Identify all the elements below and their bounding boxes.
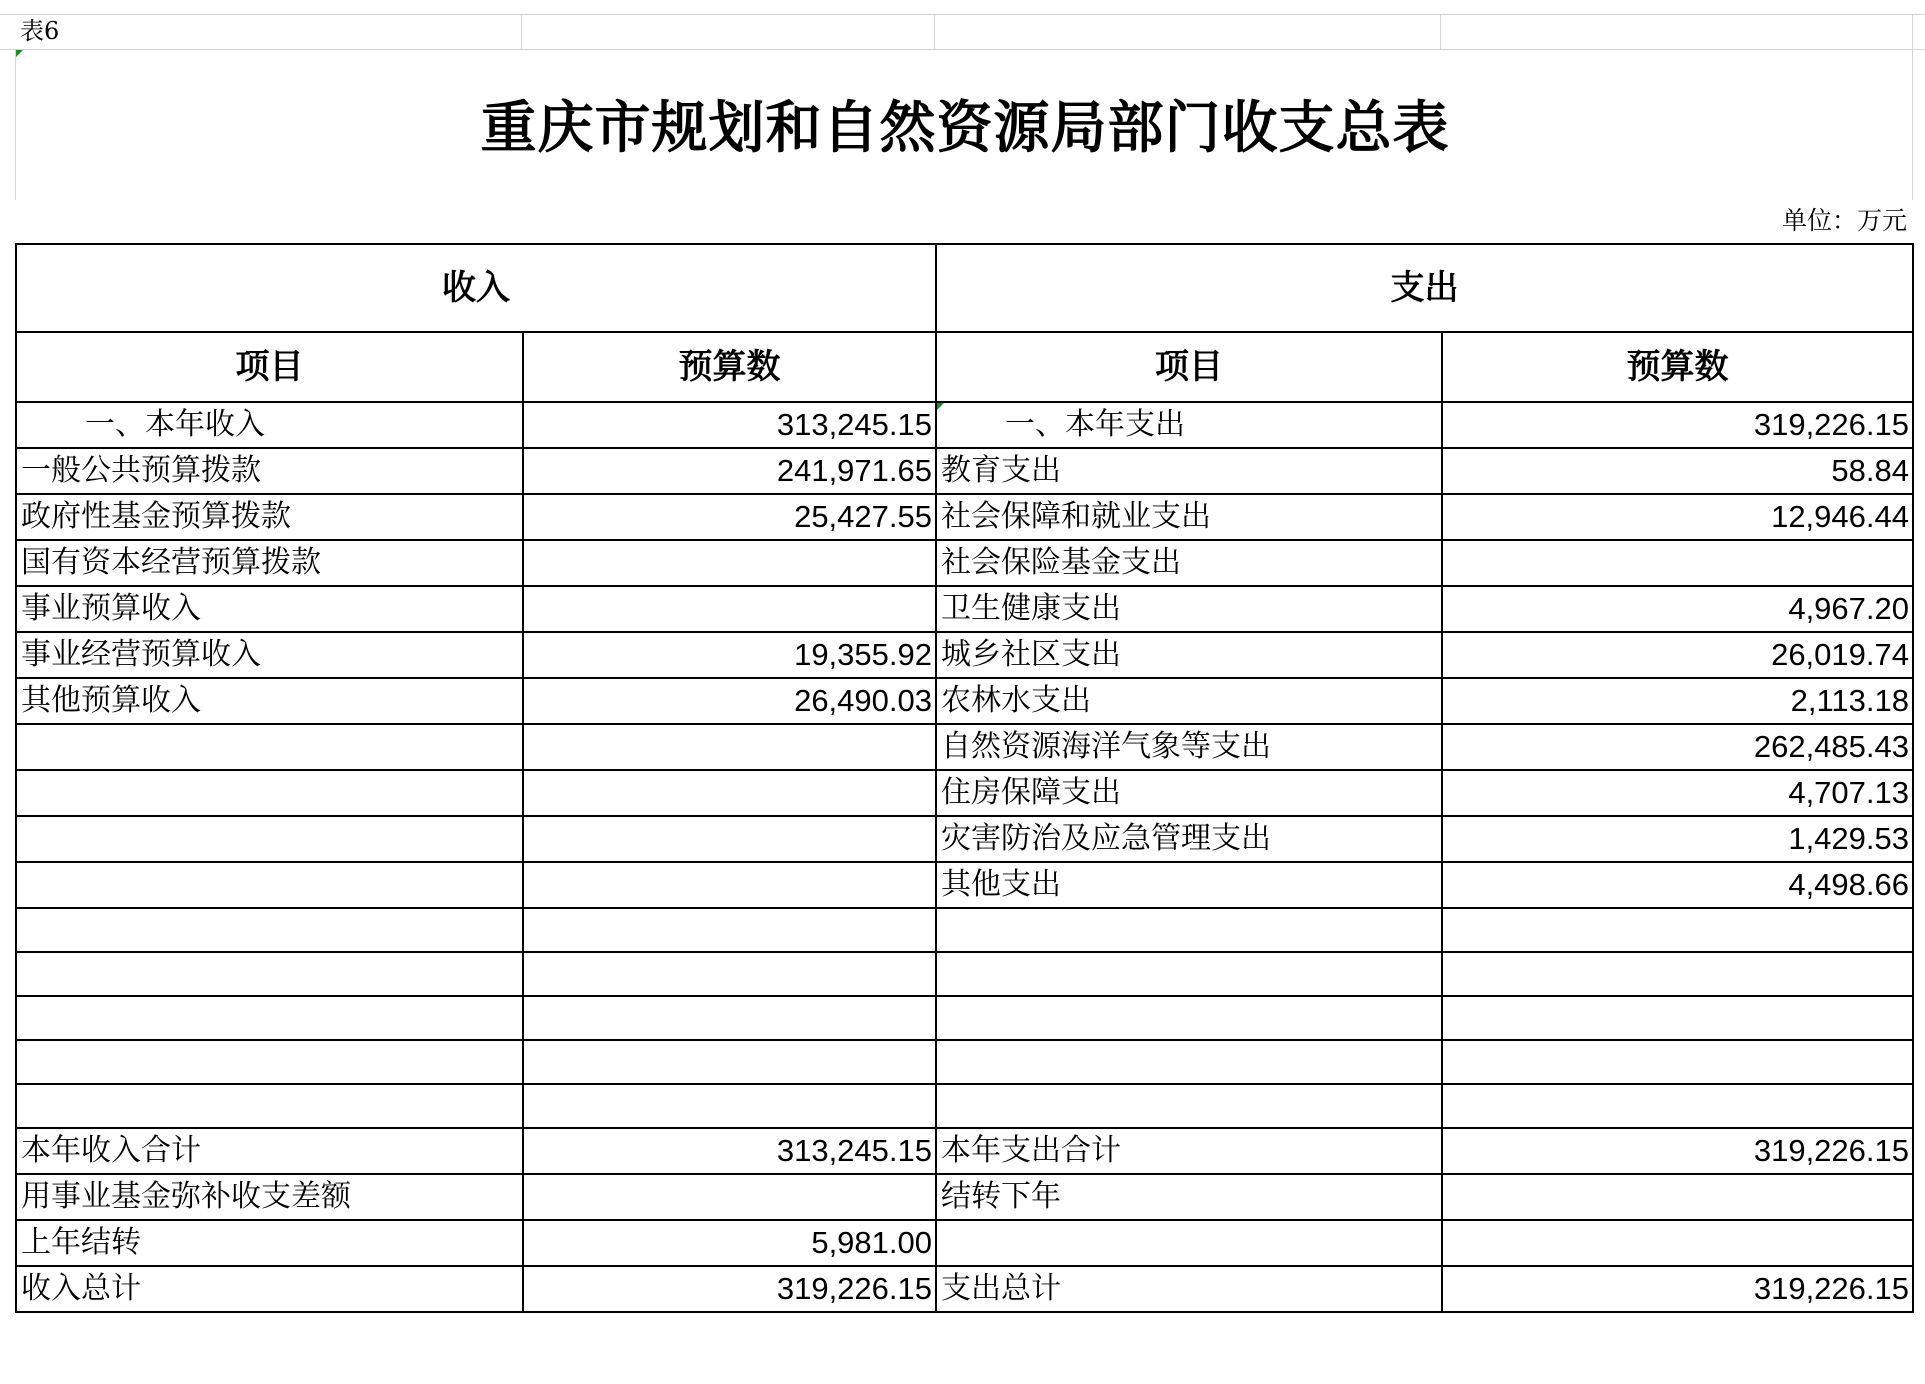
expenditure-item-cell[interactable]: 教育支出 (936, 448, 1442, 494)
income-item-cell[interactable] (16, 770, 523, 816)
table-row (16, 770, 1913, 816)
income-item-cell[interactable] (16, 908, 523, 952)
income-item-cell[interactable]: 事业经营预算收入 (16, 632, 523, 678)
income-value-cell[interactable] (523, 908, 936, 952)
income-item-cell[interactable] (16, 996, 523, 1040)
income-item-cell[interactable] (16, 952, 523, 996)
expenditure-value-cell[interactable] (1442, 1220, 1913, 1266)
expenditure-item-cell[interactable]: 住房保障支出 (936, 770, 1442, 816)
table-row (16, 816, 1913, 862)
income-value-cell[interactable]: 5,981.00 (523, 1220, 936, 1266)
expenditure-item-cell[interactable]: 卫生健康支出 (936, 586, 1442, 632)
table-row (16, 1128, 1913, 1174)
income-item-cell[interactable]: 国有资本经营预算拨款 (16, 540, 523, 586)
table-row (16, 862, 1913, 908)
income-item-cell[interactable]: 用事业基金弥补收支差额 (16, 1174, 523, 1220)
income-item-cell[interactable]: 本年收入合计 (16, 1128, 523, 1174)
table-row (16, 402, 1913, 448)
income-item-cell[interactable]: 事业预算收入 (16, 586, 523, 632)
expenditure-value-cell[interactable] (1442, 908, 1913, 952)
income-value-cell[interactable]: 319,226.15 (523, 1266, 936, 1312)
cell-comment-marker (937, 403, 944, 410)
income-item-cell[interactable]: 收入总计 (16, 1266, 523, 1312)
income-value-cell[interactable] (523, 862, 936, 908)
expenditure-item-cell[interactable]: 支出总计 (936, 1266, 1442, 1312)
income-value-cell[interactable] (523, 540, 936, 586)
expenditure-value-cell[interactable]: 12,946.44 (1442, 494, 1913, 540)
expenditure-item-cell[interactable]: 本年支出合计 (936, 1128, 1442, 1174)
table-label: 表6 (20, 17, 60, 45)
table-row (16, 1040, 1913, 1084)
expenditure-item-cell[interactable] (936, 996, 1442, 1040)
income-value-cell[interactable] (523, 1084, 936, 1128)
expenditure-item-cell[interactable] (936, 1084, 1442, 1128)
income-value-cell[interactable] (523, 1174, 936, 1220)
table-row (16, 632, 1913, 678)
expenditure-value-cell[interactable] (1442, 1084, 1913, 1128)
expenditure-value-cell[interactable]: 319,226.15 (1442, 1266, 1913, 1312)
expenditure-value-cell[interactable] (1442, 540, 1913, 586)
income-value-cell[interactable] (523, 816, 936, 862)
income-section-header[interactable]: 收入 (16, 244, 936, 332)
income-value-cell[interactable]: 313,245.15 (523, 1128, 936, 1174)
income-value-cell[interactable]: 25,427.55 (523, 494, 936, 540)
expenditure-item-cell[interactable]: 社会保险基金支出 (936, 540, 1442, 586)
expenditure-value-cell[interactable]: 262,485.43 (1442, 724, 1913, 770)
table-row (16, 540, 1913, 586)
expenditure-value-cell[interactable]: 26,019.74 (1442, 632, 1913, 678)
table-row (16, 724, 1913, 770)
expenditure-item-cell[interactable]: 自然资源海洋气象等支出 (936, 724, 1442, 770)
expenditure-value-cell[interactable] (1442, 952, 1913, 996)
page-title: 重庆市规划和自然资源局部门收支总表 (480, 96, 1450, 161)
table-row (16, 1266, 1913, 1312)
table-row (16, 678, 1913, 724)
income-item-cell[interactable]: 上年结转 (16, 1220, 523, 1266)
income-item-cell[interactable] (16, 724, 523, 770)
cell-comment-marker (16, 50, 23, 57)
income-item-cell[interactable] (16, 816, 523, 862)
expenditure-value-cell[interactable]: 58.84 (1442, 448, 1913, 494)
expenditure-value-cell[interactable] (1442, 996, 1913, 1040)
expenditure-item-cell[interactable]: 农林水支出 (936, 678, 1442, 724)
column-header-row (16, 332, 1913, 402)
income-value-cell[interactable] (523, 1040, 936, 1084)
expenditure-section-header[interactable]: 支出 (936, 244, 1913, 332)
expenditure-value-cell[interactable]: 4,967.20 (1442, 586, 1913, 632)
expenditure-value-cell[interactable] (1442, 1174, 1913, 1220)
expenditure-budget-column-header[interactable]: 预算数 (1442, 332, 1913, 402)
income-item-cell[interactable] (16, 1040, 523, 1084)
table-row (16, 908, 1913, 952)
section-header-row (16, 244, 1913, 332)
table-row (16, 952, 1913, 996)
expenditure-value-cell[interactable]: 4,498.66 (1442, 862, 1913, 908)
expenditure-item-cell[interactable] (936, 952, 1442, 996)
table-row (16, 494, 1913, 540)
income-item-cell[interactable]: 一般公共预算拨款 (16, 448, 523, 494)
expenditure-item-cell[interactable]: 一、本年支出 (936, 402, 1442, 448)
expenditure-value-cell[interactable] (1442, 1040, 1913, 1084)
expenditure-item-cell[interactable]: 城乡社区支出 (936, 632, 1442, 678)
income-item-cell[interactable] (16, 1084, 523, 1128)
income-value-cell[interactable] (523, 586, 936, 632)
expenditure-item-cell[interactable] (936, 1040, 1442, 1084)
expenditure-value-cell[interactable]: 319,226.15 (1442, 1128, 1913, 1174)
income-value-cell[interactable] (523, 770, 936, 816)
income-value-cell[interactable]: 26,490.03 (523, 678, 936, 724)
expenditure-item-cell[interactable]: 其他支出 (936, 862, 1442, 908)
table-row (16, 1220, 1913, 1266)
income-budget-column-header[interactable]: 预算数 (523, 332, 936, 402)
income-value-cell[interactable]: 241,971.65 (523, 448, 936, 494)
income-value-cell[interactable] (523, 724, 936, 770)
expenditure-item-cell[interactable] (936, 908, 1442, 952)
expenditure-value-cell[interactable]: 319,226.15 (1442, 402, 1913, 448)
expenditure-value-cell[interactable]: 4,707.13 (1442, 770, 1913, 816)
income-item-cell[interactable] (16, 862, 523, 908)
income-item-cell[interactable]: 一、本年收入 (16, 402, 523, 448)
income-value-cell[interactable] (523, 996, 936, 1040)
table-row (16, 586, 1913, 632)
income-item-cell[interactable]: 政府性基金预算拨款 (16, 494, 523, 540)
expenditure-item-cell[interactable] (936, 1220, 1442, 1266)
expenditure-value-cell[interactable]: 1,429.53 (1442, 816, 1913, 862)
income-item-column-header[interactable]: 项目 (16, 332, 523, 402)
table-row (16, 448, 1913, 494)
unit-label: 单位：万元 (1781, 206, 1907, 235)
table-row (16, 996, 1913, 1040)
income-value-cell[interactable]: 19,355.92 (523, 632, 936, 678)
expenditure-value-cell[interactable]: 2,113.18 (1442, 678, 1913, 724)
income-expenditure-table (15, 243, 1914, 1313)
expenditure-item-cell[interactable]: 灾害防治及应急管理支出 (936, 816, 1442, 862)
expenditure-item-cell[interactable]: 社会保障和就业支出 (936, 494, 1442, 540)
expenditure-item-column-header[interactable]: 项目 (936, 332, 1442, 402)
table-row (16, 1084, 1913, 1128)
table-row (16, 1174, 1913, 1220)
expenditure-item-cell[interactable]: 结转下年 (936, 1174, 1442, 1220)
income-value-cell[interactable] (523, 952, 936, 996)
income-value-cell[interactable]: 313,245.15 (523, 402, 936, 448)
income-item-cell[interactable]: 其他预算收入 (16, 678, 523, 724)
